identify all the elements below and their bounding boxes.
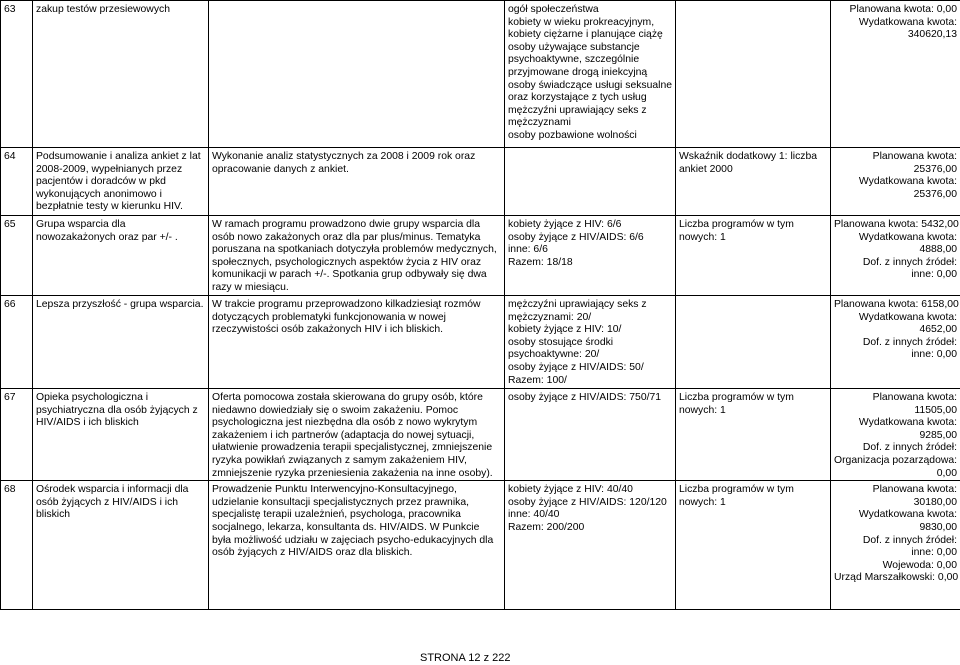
funding-line: Organizacja pozarządowa: [834, 455, 957, 468]
target-line: osoby używające substancje [508, 42, 672, 55]
table-row [1, 296, 960, 389]
task-description: W ramach programu prowadzono dwie grupy wsparcia dla osób nowo zakażonych oraz dla par plus/minus. Tematyka poruszana na spotkaniach dotyczyła problemów medycznych, społecznych, psychologicznych aspektów życia z HIV oraz komunikacji w parach +/-. Spotkania grup odbywały się dwa razy w miesiącu. [209, 216, 505, 296]
target-group [505, 1, 676, 148]
target-line: ogół społeczeństwa [508, 4, 672, 17]
target-group [505, 148, 676, 216]
target-line: kobiety w wieku prokreacyjnym, [508, 17, 672, 30]
task-description [209, 1, 505, 148]
funding-line: Planowana kwota: 0,00 [834, 4, 957, 17]
target-line: kobiety żyjące z HIV: 40/40 [508, 484, 672, 497]
funding-line: Planowana kwota: [834, 392, 957, 405]
funding-line: Wydatkowana kwota: [834, 509, 957, 522]
target-line: kobiety żyjące z HIV: 10/ [508, 324, 672, 337]
target-line: osoby żyjące z HIV/AIDS: 50/ [508, 362, 672, 375]
table-row [1, 389, 960, 481]
target-line: mężczyznami [508, 117, 672, 130]
funding-line: Planowana kwota: [834, 151, 957, 164]
page-number: STRONA 12 z 222 [420, 652, 511, 665]
indicator: Liczba programów w tym nowych: 1 [676, 389, 831, 481]
task-description: Oferta pomocowa została skierowana do grupy osób, które niedawno dowiedziały się o swoim zakażeniu. Pomoc psychologiczna jest niezbędna dla osób z nowo wykrytym zakażeniem i ich partnerów (adaptacja do nowej sytuacji, ułatwienie prowadzenia terapii specjalistycznej, zmniejszenie ryzyka powikłań związanych z samym zakażeniem HIV, zmniejszenie ryzyka przeniesienia zakażenia na inne osoby). [209, 389, 505, 481]
target-line: osoby pozbawione wolności [508, 130, 672, 143]
target-line: inne: 40/40 [508, 509, 672, 522]
target-line: mężczyznami: 20/ [508, 312, 672, 325]
target-group [505, 296, 676, 389]
funding-line: 4888,00 [834, 244, 957, 257]
funding [831, 389, 960, 481]
funding-line: 25376,00 [834, 189, 957, 202]
row-number: 67 [1, 389, 33, 481]
funding-line: Planowana kwota: [834, 484, 957, 497]
funding-line: Dof. z innych źródeł: [834, 442, 957, 455]
indicator: Wskaźnik dodatkowy 1: liczba ankiet 2000 [676, 148, 831, 216]
funding-line: Urząd Marszałkowski: 0,00 [834, 572, 957, 585]
task-name: Opieka psychologiczna i psychiatryczna dla osób żyjących z HIV/AIDS i ich bliskich [33, 389, 209, 481]
indicator [676, 1, 831, 148]
funding [831, 296, 960, 389]
table-row [1, 148, 960, 216]
target-line: oraz korzystające z tych usług [508, 92, 672, 105]
table-row [1, 481, 960, 610]
indicator: Liczba programów w tym nowych: 1 [676, 216, 831, 296]
funding-line: Dof. z innych źródeł: [834, 535, 957, 548]
table-row [1, 1, 960, 148]
funding-line: Wydatkowana kwota: [834, 417, 957, 430]
funding-line: Wojewoda: 0,00 [834, 560, 957, 573]
funding-line: 9830,00 [834, 522, 957, 535]
task-name: Lepsza przyszłość - grupa wsparcia. [33, 296, 209, 389]
task-description: Prowadzenie Punktu Interwencyjno-Konsultacyjnego, udzielanie konsultacji specjalistycznych przez prawnika, specjalistę terapii uzależnień, psychologa, pracownika socjalnego, lekarza, konsultanta ds. HIV/AIDS. W Punkcie była możliwość udziału w zajęciach psycho-edukacyjnych dla osób żyjących z HIV/AIDS oraz dla bliskich. [209, 481, 505, 610]
task-name: Grupa wsparcia dla nowozakażonych oraz par +/- . [33, 216, 209, 296]
target-line: osoby żyjące z HIV/AIDS: 6/6 [508, 232, 672, 245]
funding-line: Wydatkowana kwota: [834, 312, 957, 325]
target-group [505, 216, 676, 296]
funding-line: 0,00 [834, 468, 957, 481]
target-line: mężczyźni uprawiający seks z [508, 105, 672, 118]
funding [831, 216, 960, 296]
funding-line: 4652,00 [834, 324, 957, 337]
target-line: osoby żyjące z HIV/AIDS: 120/120 [508, 497, 672, 510]
target-line: Razem: 18/18 [508, 257, 672, 270]
table-row [1, 216, 960, 296]
target-line: osoby świadczące usługi seksualne [508, 80, 672, 93]
funding-line: 25376,00 [834, 164, 957, 177]
target-group [505, 481, 676, 610]
task-name: Podsumowanie i analiza ankiet z lat 2008-2009, wypełnianych przez pacjentów i doradców w pkd wykonujących anonimowo i bezpłatnie testy w kierunku HIV. [33, 148, 209, 216]
row-number: 68 [1, 481, 33, 610]
indicator [676, 296, 831, 389]
row-number: 63 [1, 1, 33, 148]
funding [831, 148, 960, 216]
row-number: 64 [1, 148, 33, 216]
target-line: kobiety ciężarne i planujące ciążę [508, 29, 672, 42]
target-line: Razem: 200/200 [508, 522, 672, 535]
funding-line: Dof. z innych źródeł: [834, 257, 957, 270]
target-line: inne: 6/6 [508, 244, 672, 257]
funding-line: 30180,00 [834, 497, 957, 510]
target-line: osoby stosujące środki [508, 337, 672, 350]
funding-line: 11505,00 [834, 405, 957, 418]
target-line: psychoaktywne, szczególnie [508, 54, 672, 67]
funding-line: 9285,00 [834, 430, 957, 443]
target-line: Razem: 100/ [508, 375, 672, 388]
task-description: Wykonanie analiz statystycznych za 2008 i 2009 rok oraz opracowanie danych z ankiet. [209, 148, 505, 216]
target-line: osoby żyjące z HIV/AIDS: 750/71 [508, 392, 672, 405]
row-number: 66 [1, 296, 33, 389]
funding-line: inne: 0,00 [834, 269, 957, 282]
indicator: Liczba programów w tym nowych: 1 [676, 481, 831, 610]
funding-line: Dof. z innych źródeł: [834, 337, 957, 350]
funding-line: Planowana kwota: 6158,00 [834, 299, 957, 312]
target-line: psychoaktywne: 20/ [508, 349, 672, 362]
target-line: mężczyźni uprawiający seks z [508, 299, 672, 312]
funding-line: 340620,13 [834, 29, 957, 42]
funding [831, 1, 960, 148]
target-line: kobiety żyjące z HIV: 6/6 [508, 219, 672, 232]
funding-line: Wydatkowana kwota: [834, 232, 957, 245]
target-group [505, 389, 676, 481]
funding-line: inne: 0,00 [834, 547, 957, 560]
task-name: zakup testów przesiewowych [33, 1, 209, 148]
task-name: Ośrodek wsparcia i informacji dla osób żyjących z HIV/AIDS i ich bliskich [33, 481, 209, 610]
funding [831, 481, 960, 610]
row-number: 65 [1, 216, 33, 296]
funding-line: Wydatkowana kwota: [834, 17, 957, 30]
task-description: W trakcie programu przeprowadzono kilkadziesiąt rozmów dotyczących problematyki funkcjonowania w nowej rzeczywistości osób zakażonych HIV i ich bliskich. [209, 296, 505, 389]
funding-line: Planowana kwota: 5432,00 [834, 219, 957, 232]
target-line: przyjmowane drogą iniekcyjną [508, 67, 672, 80]
funding-line: Wydatkowana kwota: [834, 176, 957, 189]
funding-line: inne: 0,00 [834, 349, 957, 362]
